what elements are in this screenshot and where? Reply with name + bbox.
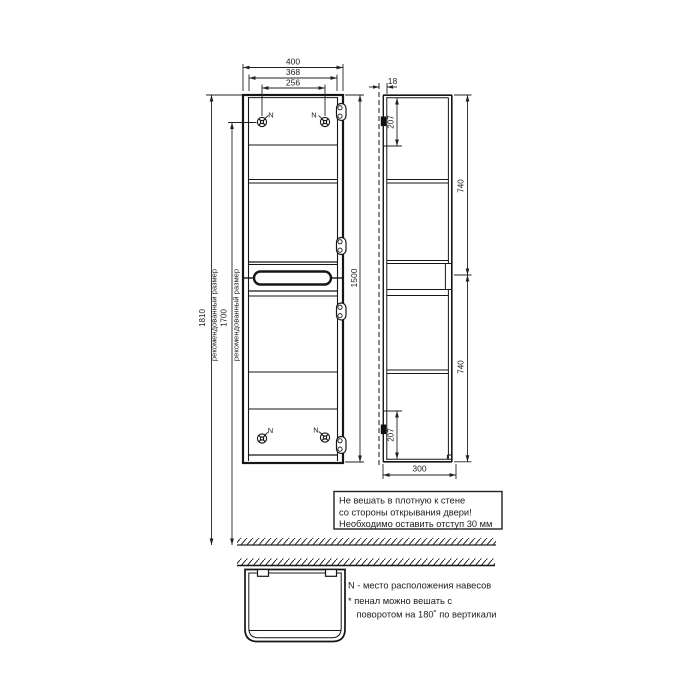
- dim-bracket-offset-bottom: 207: [386, 428, 396, 442]
- wall-bracket-bottom: [381, 425, 386, 435]
- dim-width-top: 400: [285, 56, 301, 67]
- floor-line: [237, 538, 496, 545]
- front-view: [243, 95, 346, 463]
- dim-bracket-spacing: 256: [285, 77, 301, 88]
- plan-bracket-left: [258, 570, 269, 577]
- plan-bracket-right: [326, 570, 337, 577]
- bracket-screw-top-left: [257, 115, 268, 126]
- dim-panel-thickness: 18: [387, 76, 398, 86]
- hinge-icon-upper-middle: [337, 238, 347, 255]
- bracket-marker-bottom-right: N: [313, 425, 319, 435]
- note-line-1: Не вешать в плотную к стене: [339, 495, 466, 506]
- bracket-marker-top-right: N: [311, 110, 317, 120]
- dim-door-width: 368: [285, 67, 301, 77]
- hinge-icon-bottom: [337, 437, 347, 454]
- note-box: [334, 492, 502, 530]
- hinge-icon-top: [337, 104, 347, 121]
- note-line-3: Необходимо оставить отступ 30 мм: [339, 519, 493, 529]
- dim-height: 1500: [349, 268, 359, 288]
- legend-line-3: поворотом на 180˚ по вертикали: [356, 609, 497, 620]
- dim-bracket-offset-top: 207: [386, 115, 396, 129]
- legend: [348, 581, 497, 620]
- bracket-screw-bottom-left: [257, 432, 267, 443]
- wall-bracket-top: [381, 117, 386, 127]
- legend-line-1: N - место расположения навесов: [348, 580, 492, 591]
- hinge-icon-lower-middle: [337, 303, 347, 320]
- bracket-marker-top-left: N: [268, 110, 274, 120]
- bracket-screw-top-right: [319, 116, 330, 127]
- legend-line-2: * пенал можно вешать с: [348, 596, 453, 606]
- bracket-screw-bottom-right: [319, 432, 330, 443]
- bracket-marker-bottom-left: N: [267, 426, 274, 435]
- dim-depth: 300: [412, 463, 427, 474]
- door-handle: [254, 272, 331, 285]
- dim-section-top: 740: [456, 179, 466, 193]
- dim-recommended-1: 1810: [198, 309, 207, 327]
- note-line-2: со стороны открывания двери!: [339, 507, 472, 518]
- side-view: [379, 84, 452, 468]
- dim-section-bottom: 740: [456, 360, 466, 374]
- dim-recommended-1-label: рекомендованный размер: [209, 268, 219, 362]
- dim-recommended-2: 1700: [219, 309, 229, 327]
- dim-recommended-2-label: рекомендованный размер: [231, 268, 241, 362]
